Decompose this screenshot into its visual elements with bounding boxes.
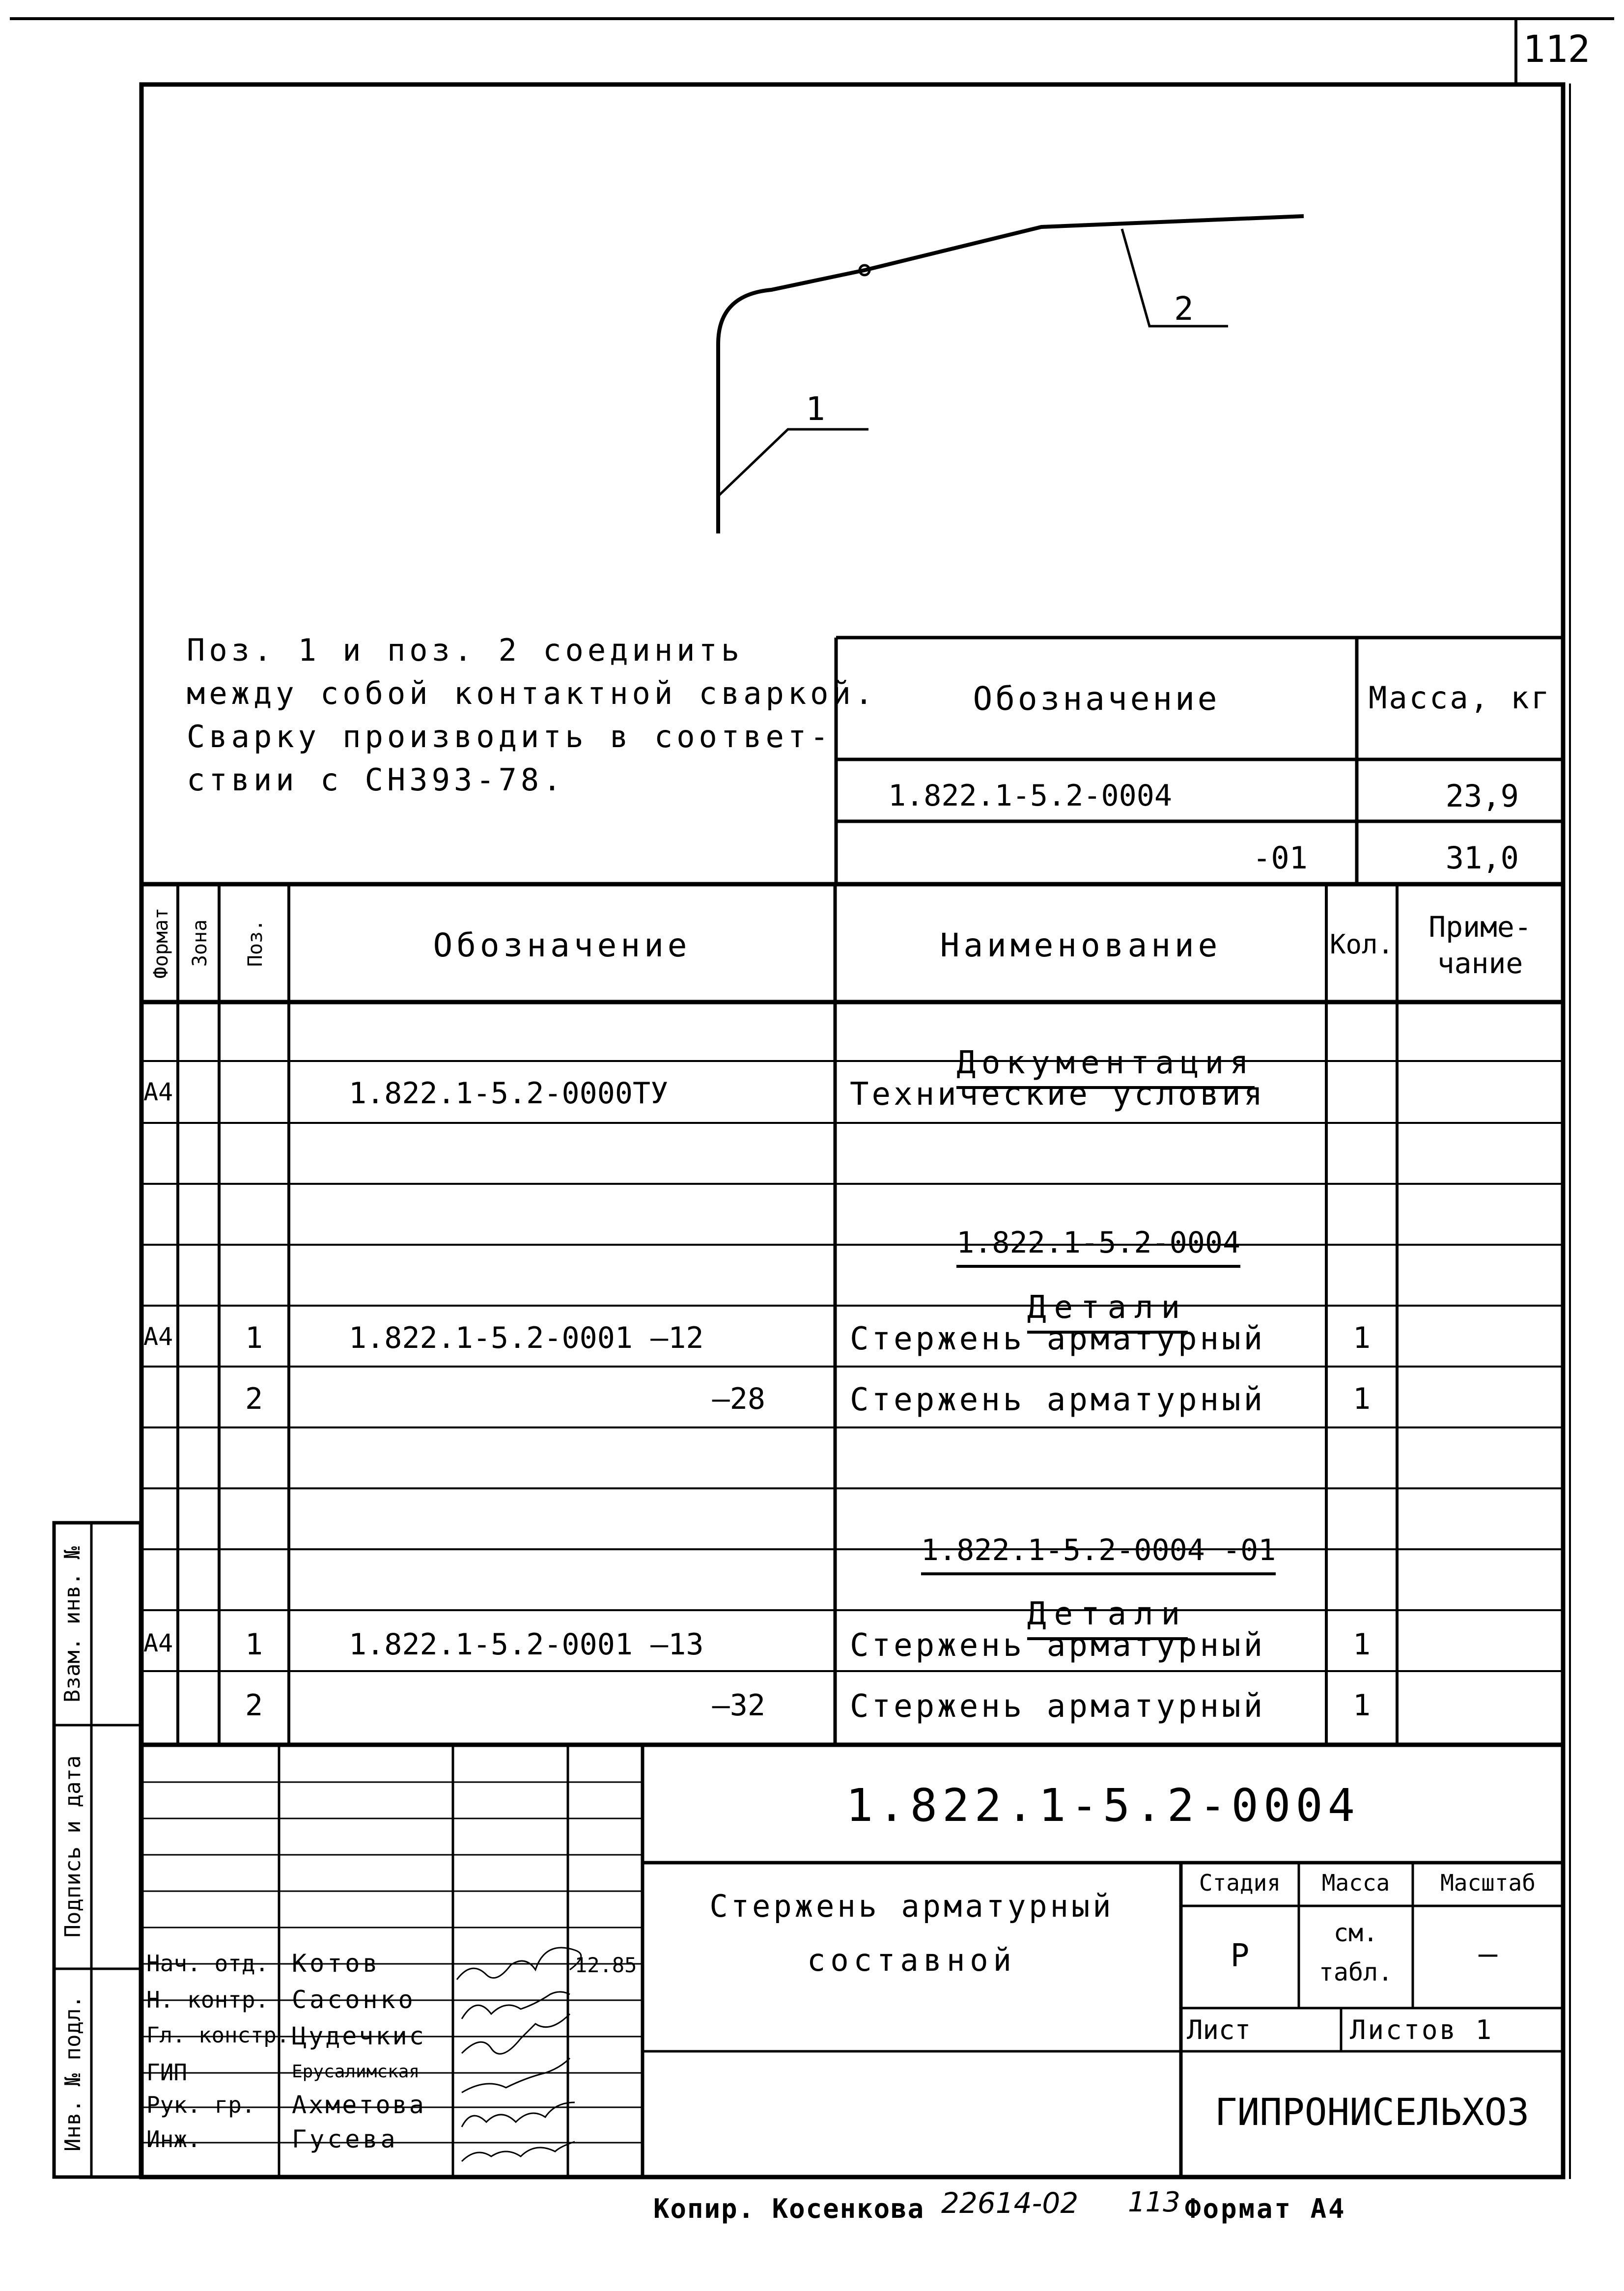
spec-row-7-pos: 2	[245, 1382, 263, 1416]
mass-value-2: табл.	[1318, 1958, 1393, 1986]
spec-header-qty: Кол.	[1329, 929, 1394, 960]
section-heading: Детали	[1027, 1596, 1188, 1640]
spec-row-4-name	[835, 1199, 1326, 1260]
sheets-label: Листов 1	[1350, 2014, 1494, 2045]
spec-row-2-name: Технические условия	[850, 1076, 1266, 1113]
sig-name-1: Котов	[292, 1949, 381, 1978]
spec-header-note-2: чание	[1437, 947, 1523, 980]
spec-row-1-name	[835, 1016, 1326, 1079]
spec-row-6-designation: 1.822.1-5.2-0001 –12	[349, 1321, 704, 1355]
scale-value: —	[1478, 1936, 1498, 1972]
mass-table-row-2-mass: 31,0	[1445, 840, 1519, 876]
footer-copied: Копир. Косенкова	[653, 2193, 925, 2224]
sig-name-4: Ерусалимская	[292, 2062, 420, 2082]
section-heading: Документация	[956, 1045, 1254, 1089]
spec-row-6-name: Стержень арматурный	[850, 1321, 1266, 1357]
sig-role-3: Гл. констр.	[146, 2023, 290, 2048]
spec-row-12-name: Стержень арматурный	[850, 1688, 1266, 1725]
section-heading: 1.822.1-5.2-0004 -01	[921, 1533, 1276, 1575]
title-line-1: Стержень арматурный	[709, 1888, 1114, 1924]
mass-value-1: см.	[1333, 1919, 1378, 1947]
spec-row-2-designation: 1.822.1-5.2-0000ТУ	[349, 1076, 669, 1111]
spec-row-11-pos: 1	[245, 1627, 263, 1662]
sig-name-5: Ахметова	[292, 2091, 426, 2119]
spec-row-7-qty: 1	[1352, 1382, 1371, 1416]
spec-row-7-designation: –28	[712, 1382, 765, 1416]
spec-row-6-pos: 1	[245, 1321, 263, 1355]
spec-row-6-qty: 1	[1352, 1321, 1371, 1355]
section-heading: Детали	[1027, 1289, 1188, 1334]
spec-header-designation: Обозначение	[433, 926, 691, 964]
side-stamp-inv-orig: Инв. № подл.	[60, 1995, 85, 2151]
title-line-2: составной	[807, 1942, 1016, 1978]
spec-row-9-name	[835, 1506, 1326, 1565]
sig-role-4: ГИП	[146, 2059, 188, 2086]
note-line-1: Поз. 1 и поз. 2 соединить	[187, 632, 744, 668]
mass-table-row-1-mass: 23,9	[1445, 778, 1519, 814]
spec-row-12-pos: 2	[245, 1688, 263, 1723]
organization: ГИПРОНИСЕЛЬХОЗ	[1214, 2090, 1530, 2134]
callout-2: 2	[1174, 290, 1194, 328]
sig-name-2: Сасонко	[292, 1985, 416, 2014]
page-number: 112	[1523, 27, 1591, 71]
note-line-2: между собой контактной сваркой.	[187, 675, 877, 711]
callout-1: 1	[806, 390, 825, 428]
welding-note	[187, 629, 877, 802]
spec-header-note-1: Приме-	[1428, 910, 1532, 944]
mass-table-header-designation: Обозначение	[973, 680, 1220, 718]
stage-value: Р	[1230, 1938, 1250, 1974]
mass-label: Масса	[1321, 1870, 1390, 1896]
sig-name-6: Гусева	[292, 2125, 398, 2153]
signature-scribbles	[457, 1948, 581, 2161]
spec-row-7-name: Стержень арматурный	[850, 1382, 1266, 1418]
spec-header-zone: Зона	[189, 919, 211, 967]
sig-role-2: Н. контр.	[146, 1986, 269, 2013]
spec-header-format: Формат	[150, 907, 172, 979]
spec-header-pos: Поз.	[244, 919, 267, 967]
mass-table-header-mass: Масса, кг	[1369, 680, 1551, 716]
sig-role-1: Нач. отд.	[146, 1950, 269, 1977]
side-stamp-sign-date: Подпись и дата	[60, 1755, 85, 1938]
section-heading: 1.822.1-5.2-0004	[956, 1226, 1240, 1268]
spec-row-11-name: Стержень арматурный	[850, 1627, 1266, 1664]
footer-handwritten-number: 22614-02	[941, 2186, 1079, 2220]
stage-label: Стадия	[1199, 1870, 1281, 1896]
scale-label: Масштаб	[1440, 1870, 1536, 1896]
spec-row-11-format: А4	[143, 1629, 173, 1657]
spec-row-2-format: А4	[143, 1078, 173, 1106]
sig-name-3: Цудечкис	[292, 2022, 426, 2050]
spec-row-12-designation: –32	[712, 1688, 765, 1723]
spec-row-5-name	[835, 1260, 1326, 1326]
note-line-3: Сварку производить в соответ-	[187, 719, 833, 754]
spec-row-12-qty: 1	[1352, 1688, 1371, 1723]
spec-row-10-name	[835, 1567, 1326, 1630]
spec-row-11-qty: 1	[1352, 1627, 1371, 1662]
sig-role-6: Инж.	[146, 2126, 201, 2152]
side-stamp-inv-replace: Взам. инв. №	[60, 1546, 85, 1703]
note-line-4: ствии с СН393-78.	[187, 762, 565, 798]
footer-format: Формат А4	[1185, 2193, 1346, 2224]
spec-row-11-designation: 1.822.1-5.2-0001 –13	[349, 1627, 704, 1662]
spec-header-name: Наименование	[940, 926, 1222, 964]
sheet-label: Лист	[1187, 2014, 1251, 2045]
doc-number: 1.822.1-5.2-0004	[845, 1779, 1360, 1832]
mass-table-row-1-designation: 1.822.1-5.2-0004	[888, 779, 1172, 813]
footer-sheet-mark: 113	[1128, 2186, 1180, 2218]
sig-date-1: 12.85	[575, 1953, 637, 1977]
mass-table-row-2-designation: -01	[1253, 840, 1308, 876]
spec-row-6-format: А4	[143, 1322, 173, 1351]
sig-role-5: Рук. гр.	[146, 2092, 255, 2118]
